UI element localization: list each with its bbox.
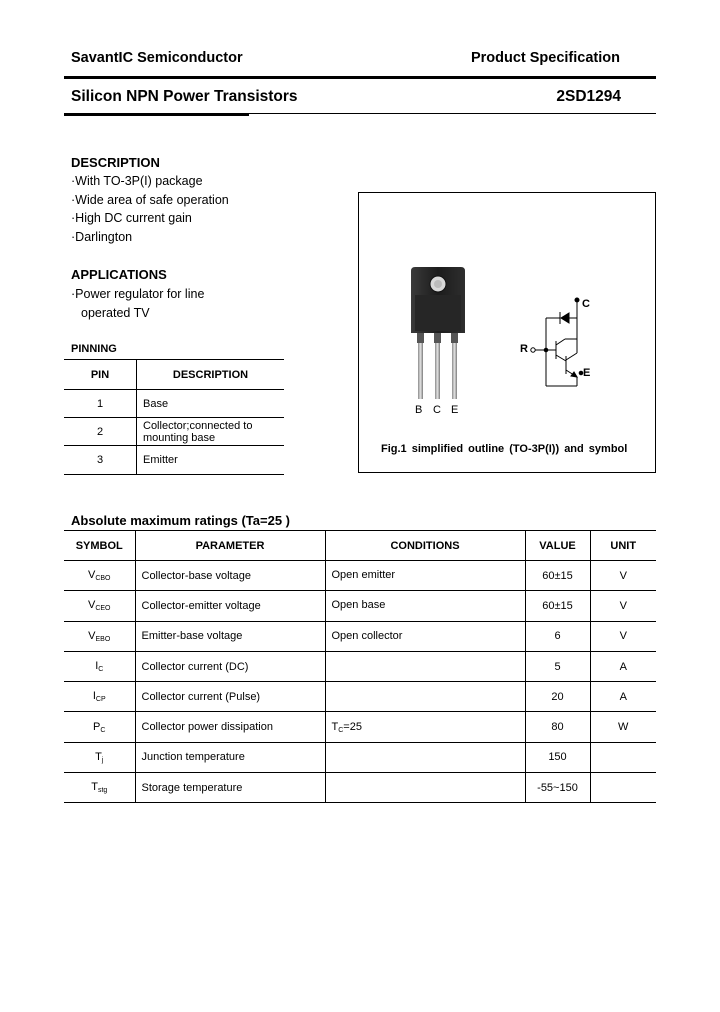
pinning-header-row	[64, 360, 284, 390]
ratings-body	[64, 561, 656, 803]
description-title: DESCRIPTION	[71, 155, 160, 170]
description-list	[71, 172, 229, 246]
symbol-subscript: stg	[97, 787, 108, 795]
unit-cell: V	[590, 561, 656, 591]
conditions-cell	[325, 682, 525, 712]
symbol-text: I	[92, 690, 96, 703]
value-cell: 60±15	[525, 591, 590, 621]
symbol-subscript: j	[101, 756, 104, 764]
symbol-subscript: C	[100, 726, 106, 734]
pin-description-line: mounting base	[143, 431, 216, 444]
value-col-header: VALUE	[525, 531, 590, 561]
conditions-cell	[325, 773, 525, 803]
table-row	[64, 742, 656, 772]
lead-collector	[435, 343, 440, 399]
pin-description: Emitter	[137, 446, 285, 475]
parameter-cell: Collector current (DC)	[135, 651, 325, 681]
pin-description	[137, 418, 285, 446]
unit-cell: A	[590, 682, 656, 712]
table-row	[64, 561, 656, 591]
ratings-table	[64, 530, 656, 803]
conditions-cell	[325, 651, 525, 681]
parameter-cell: Collector-base voltage	[135, 561, 325, 591]
application-item: ·Power regulator for line	[71, 287, 205, 301]
symbol-text: V	[87, 569, 96, 582]
parameter-cell: Storage temperature	[135, 773, 325, 803]
table-row	[64, 651, 656, 681]
pin-number: 3	[64, 446, 137, 475]
conditions-text: Open base	[331, 599, 386, 612]
symbol-subscript: EBO	[95, 635, 111, 643]
header-rule-accent	[64, 114, 249, 116]
conditions-col-header: CONDITIONS	[325, 531, 525, 561]
conditions-cell	[325, 742, 525, 772]
value-cell: 60±15	[525, 561, 590, 591]
symbol-subscript: C	[98, 666, 104, 674]
unit-cell	[590, 773, 656, 803]
parameter-cell: Junction temperature	[135, 742, 325, 772]
header-rule-top	[64, 76, 656, 79]
pinning-title: PINNING	[71, 343, 117, 355]
symbol-text: P	[93, 720, 101, 733]
symbol-text: I	[95, 660, 99, 673]
symbol-text: V	[88, 629, 96, 642]
parameter-cell: Collector-emitter voltage	[135, 591, 325, 621]
symbol-cell	[64, 651, 135, 681]
figure-caption: Fig.1 simplified outline (TO-3P(I)) and symbol	[381, 443, 628, 455]
table-row	[64, 773, 656, 803]
unit-cell: A	[590, 651, 656, 681]
pin-desc-col-header: DESCRIPTION	[137, 360, 285, 390]
figure-box	[358, 192, 656, 473]
part-number: 2SD1294	[556, 88, 621, 105]
symbol-cell	[64, 742, 135, 772]
symbol-subscript: CBO	[95, 575, 111, 583]
pin-label-b: B	[415, 404, 423, 416]
table-row	[64, 591, 656, 621]
conditions-text: Open emitter	[331, 569, 396, 582]
symbol-cell	[64, 561, 135, 591]
pin-number: 1	[64, 390, 137, 418]
unit-cell	[590, 742, 656, 772]
package-outline-image	[359, 193, 655, 472]
parameter-cell: Collector current (Pulse)	[135, 682, 325, 712]
applications-list	[71, 285, 204, 322]
value-cell: 80	[525, 712, 590, 742]
conditions-tail: =25	[343, 720, 362, 733]
conditions-text: T	[331, 720, 339, 733]
value-cell: 5	[525, 651, 590, 681]
conditions-cell	[325, 561, 525, 591]
lead-emitter	[452, 343, 457, 399]
symbol-text: T	[95, 750, 102, 763]
table-row	[64, 446, 284, 475]
unit-cell: W	[590, 712, 656, 742]
lead-base	[418, 343, 423, 399]
product-family: Silicon NPN Power Transistors	[71, 88, 298, 105]
symbol-cell	[64, 773, 135, 803]
parameter-cell: Collector power dissipation	[135, 712, 325, 742]
table-row	[64, 390, 284, 418]
parameter-cell: Emitter-base voltage	[135, 621, 325, 651]
value-cell: -55~150	[525, 773, 590, 803]
table-row	[64, 418, 284, 446]
darlington-symbol	[531, 298, 583, 386]
pinning-table	[64, 359, 284, 475]
symbol-col-header: SYMBOL	[64, 531, 135, 561]
symbol-text: T	[91, 781, 98, 794]
description-item: ·Wide area of safe operation	[71, 192, 229, 207]
unit-cell: V	[590, 591, 656, 621]
unit-col-header: UNIT	[590, 531, 656, 561]
symbol-subscript: CP	[95, 696, 106, 704]
symbol-cell	[64, 591, 135, 621]
symbol-label-collector: C	[582, 298, 590, 310]
company-name: SavantIC Semiconductor	[71, 50, 243, 66]
description-item: ·With TO-3P(I) package	[71, 174, 203, 188]
description-item: ·Darlington	[71, 229, 133, 244]
applications-title: APPLICATIONS	[71, 267, 167, 282]
table-row	[64, 682, 656, 712]
table-row	[64, 712, 656, 742]
symbol-label-emitter: E	[583, 367, 591, 379]
table-row	[64, 621, 656, 651]
conditions-text: Open collector	[331, 629, 403, 642]
parameter-col-header: PARAMETER	[135, 531, 325, 561]
application-item: operated TV	[81, 305, 150, 320]
pin-label-c: C	[433, 404, 441, 416]
pin-description-line: Collector;connected to	[143, 419, 253, 432]
value-cell: 6	[525, 621, 590, 651]
symbol-subscript: CEO	[95, 605, 111, 613]
conditions-cell	[325, 712, 525, 742]
description-item: ·High DC current gain	[71, 211, 192, 226]
pin-number: 2	[64, 418, 137, 446]
pin-description: Base	[137, 390, 285, 418]
symbol-cell	[64, 621, 135, 651]
symbol-cell	[64, 712, 135, 742]
symbol-label-base: R	[520, 343, 528, 355]
value-cell: 150	[525, 742, 590, 772]
pin-label-e: E	[451, 404, 459, 416]
ratings-title: Absolute maximum ratings (Ta=25 )	[71, 513, 291, 528]
symbol-cell	[64, 682, 135, 712]
conditions-subscript: C	[338, 726, 344, 734]
symbol-text: V	[87, 599, 96, 612]
conditions-cell	[325, 591, 525, 621]
unit-cell: V	[590, 621, 656, 651]
value-cell: 20	[525, 682, 590, 712]
pin-col-header: PIN	[64, 360, 137, 390]
ratings-header-row	[64, 531, 656, 561]
document-type: Product Specification	[470, 50, 620, 66]
conditions-cell	[325, 621, 525, 651]
